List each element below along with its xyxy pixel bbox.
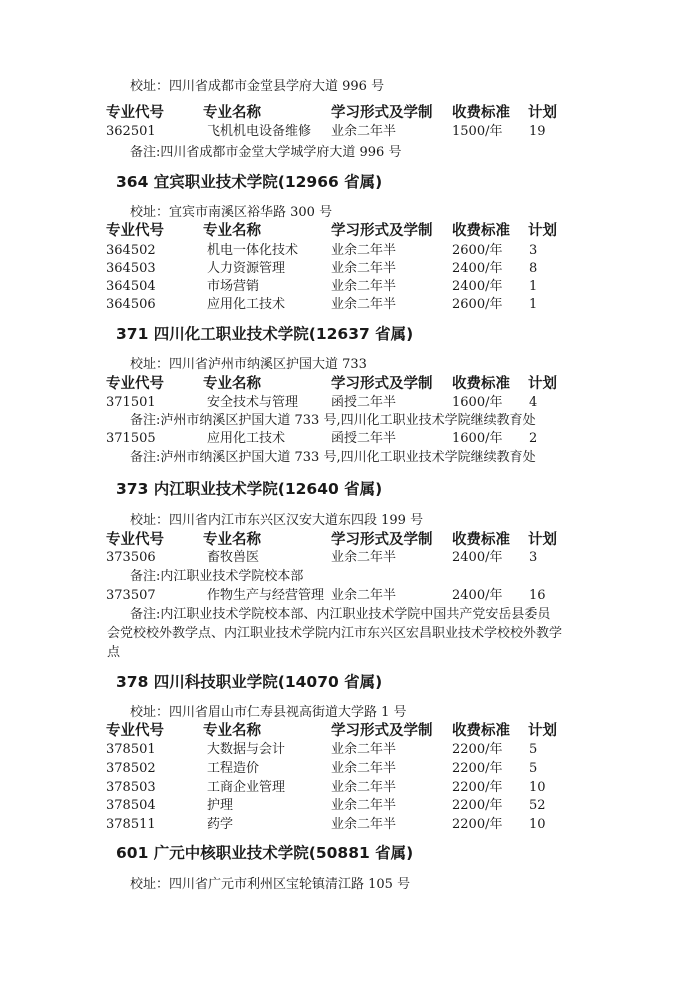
study-mode: 业余二年半 — [331, 550, 397, 565]
col-name-header: 专业名称 — [203, 223, 261, 239]
tuition-fee: 2600/年 — [452, 297, 503, 312]
col-mode-header: 学习形式及学制 — [331, 376, 433, 392]
major-code: 378503 — [106, 780, 156, 795]
col-mode-header: 学习形式及学制 — [331, 223, 433, 239]
major-name: 大数据与会计 — [207, 742, 286, 757]
study-mode: 业余二年半 — [331, 817, 397, 832]
study-mode: 函授二年半 — [331, 431, 397, 446]
major-code: 364502 — [106, 243, 156, 258]
campus-address: 校址：宜宾市南溪区裕华路 300 号 — [130, 205, 333, 220]
col-mode-header: 学习形式及学制 — [331, 532, 433, 548]
tuition-fee: 2400/年 — [452, 588, 503, 603]
col-mode-header: 学习形式及学制 — [331, 723, 433, 739]
major-name: 安全技术与管理 — [207, 395, 299, 410]
enrollment-plan: 5 — [529, 761, 538, 776]
school-heading: 364 宜宾职业技术学院(12966 省属) — [116, 173, 383, 191]
col-plan-header: 计划 — [528, 376, 557, 392]
major-code: 373507 — [106, 588, 156, 603]
col-name-header: 专业名称 — [203, 532, 261, 548]
remark-note-continued: 会党校校外教学点、内江职业技术学院内江市东兴区宏昌职业技术学校校外教学 — [107, 626, 563, 641]
major-name: 药学 — [207, 817, 234, 832]
remark-note: 备注:泸州市纳溪区护国大道 733 号,四川化工职业技术学院继续教育处 — [130, 450, 536, 465]
major-code: 378502 — [106, 761, 156, 776]
col-code-header: 专业代号 — [106, 376, 164, 392]
enrollment-plan: 52 — [529, 798, 546, 813]
enrollment-plan: 10 — [529, 817, 546, 832]
tuition-fee: 2400/年 — [452, 279, 503, 294]
school-heading: 371 四川化工职业技术学院(12637 省属) — [116, 325, 414, 343]
tuition-fee: 2200/年 — [452, 761, 503, 776]
study-mode: 业余二年半 — [331, 279, 397, 294]
tuition-fee: 2400/年 — [452, 261, 503, 276]
col-plan-header: 计划 — [528, 723, 557, 739]
school-heading: 373 内江职业技术学院(12640 省属) — [116, 480, 383, 498]
col-code-header: 专业代号 — [106, 105, 164, 121]
enrollment-plan: 5 — [529, 742, 538, 757]
tuition-fee: 1500/年 — [452, 124, 503, 139]
major-code: 364503 — [106, 261, 156, 276]
campus-address: 校址：四川省内江市东兴区汉安大道东四段 199 号 — [130, 513, 424, 528]
school-heading: 378 四川科技职业学院(14070 省属) — [116, 673, 383, 691]
study-mode: 业余二年半 — [331, 761, 397, 776]
enrollment-plan: 3 — [529, 550, 538, 565]
major-name: 应用化工技术 — [207, 297, 286, 312]
col-plan-header: 计划 — [528, 105, 557, 121]
enrollment-plan: 19 — [529, 124, 546, 139]
col-code-header: 专业代号 — [106, 223, 164, 239]
study-mode: 业余二年半 — [331, 243, 397, 258]
campus-address: 校址：四川省广元市利州区宝轮镇清江路 105 号 — [130, 877, 411, 892]
remark-note: 备注:内江职业技术学院校本部 — [130, 569, 304, 584]
school-heading: 601 广元中核职业技术学院(50881 省属) — [116, 844, 414, 862]
enrollment-plan: 8 — [529, 261, 538, 276]
col-fee-header: 收费标准 — [452, 723, 510, 739]
campus-address: 校址：四川省泸州市纳溪区护国大道 733 — [130, 357, 367, 372]
col-mode-header: 学习形式及学制 — [331, 105, 433, 121]
tuition-fee: 2200/年 — [452, 742, 503, 757]
remark-note: 备注:四川省成都市金堂大学城学府大道 996 号 — [130, 145, 402, 160]
major-code: 378501 — [106, 742, 156, 757]
major-code: 364504 — [106, 279, 156, 294]
major-name: 护理 — [207, 798, 234, 813]
study-mode: 业余二年半 — [331, 798, 397, 813]
study-mode: 业余二年半 — [331, 124, 397, 139]
major-code: 371501 — [106, 395, 156, 410]
enrollment-plan: 16 — [529, 588, 546, 603]
enrollment-plan: 4 — [529, 395, 538, 410]
tuition-fee: 2200/年 — [452, 817, 503, 832]
tuition-fee: 2400/年 — [452, 550, 503, 565]
remark-note: 备注:泸州市纳溪区护国大道 733 号,四川化工职业技术学院继续教育处 — [130, 413, 536, 428]
col-plan-header: 计划 — [528, 532, 557, 548]
major-code: 362501 — [106, 124, 156, 139]
enrollment-plan: 1 — [529, 297, 538, 312]
remark-note-continued: 点 — [107, 645, 121, 660]
major-name: 作物生产与经营管理 — [207, 588, 325, 603]
col-code-header: 专业代号 — [106, 532, 164, 548]
tuition-fee: 1600/年 — [452, 395, 503, 410]
col-fee-header: 收费标准 — [452, 223, 510, 239]
campus-address: 校址：四川省眉山市仁寿县视高街道大学路 1 号 — [130, 705, 407, 720]
major-code: 378504 — [106, 798, 156, 813]
study-mode: 业余二年半 — [331, 588, 397, 603]
col-plan-header: 计划 — [528, 223, 557, 239]
enrollment-plan: 10 — [529, 780, 546, 795]
col-name-header: 专业名称 — [203, 105, 261, 121]
major-name: 人力资源管理 — [207, 261, 286, 276]
major-name: 机电一体化技术 — [207, 243, 299, 258]
major-name: 畜牧兽医 — [207, 550, 260, 565]
col-fee-header: 收费标准 — [452, 532, 510, 548]
study-mode: 业余二年半 — [331, 780, 397, 795]
major-name: 工商企业管理 — [207, 780, 286, 795]
col-name-header: 专业名称 — [203, 723, 261, 739]
major-name: 应用化工技术 — [207, 431, 286, 446]
col-code-header: 专业代号 — [106, 723, 164, 739]
campus-address: 校址：四川省成都市金堂县学府大道 996 号 — [130, 79, 385, 94]
major-code: 364506 — [106, 297, 156, 312]
tuition-fee: 2600/年 — [452, 243, 503, 258]
major-name: 工程造价 — [207, 761, 260, 776]
study-mode: 业余二年半 — [331, 261, 397, 276]
major-code: 371505 — [106, 431, 156, 446]
col-name-header: 专业名称 — [203, 376, 261, 392]
major-code: 378511 — [106, 817, 156, 832]
study-mode: 业余二年半 — [331, 742, 397, 757]
tuition-fee: 2200/年 — [452, 780, 503, 795]
col-fee-header: 收费标准 — [452, 376, 510, 392]
tuition-fee: 2200/年 — [452, 798, 503, 813]
study-mode: 函授二年半 — [331, 395, 397, 410]
study-mode: 业余二年半 — [331, 297, 397, 312]
major-code: 373506 — [106, 550, 156, 565]
enrollment-plan: 2 — [529, 431, 538, 446]
enrollment-plan: 1 — [529, 279, 538, 294]
major-name: 市场营销 — [207, 279, 260, 294]
major-name: 飞机机电设备维修 — [207, 124, 312, 139]
tuition-fee: 1600/年 — [452, 431, 503, 446]
col-fee-header: 收费标准 — [452, 105, 510, 121]
remark-note: 备注:内江职业技术学院校本部、内江职业技术学院中国共产党安岳县委员 — [130, 607, 551, 622]
enrollment-plan: 3 — [529, 243, 538, 258]
